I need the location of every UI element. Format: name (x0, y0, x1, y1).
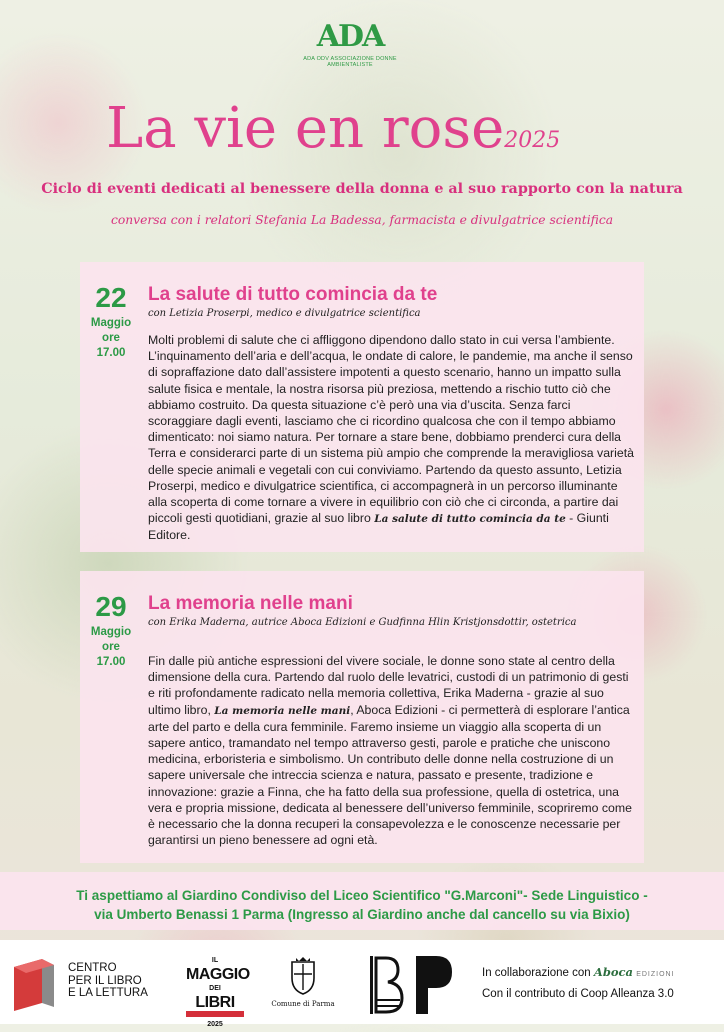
biblioteche-logo-icon (356, 954, 416, 1016)
collab-prefix: In collaborazione con (482, 967, 591, 979)
event-description (148, 653, 634, 848)
event-day: 29 (95, 591, 127, 622)
event-card (80, 262, 644, 552)
event-time: 17.00 (96, 656, 126, 668)
event-text-end: , Aboca Edizioni - ci permetterà di esplorare l’antica arte del parto e della cura femminile. Faremo insieme un viaggio alla scoperta di un sapere antico, tramandato nel tempo attraverso gesti, parole e pratiche che uniscono medicina, erboristeria e simbolismo. Un contributo delle donne nella costruzione di un sapere universale che intreccia scienza e natura, passato e presente, tradizione e innovazione: grazie a Finna, che ha fatto della sua professione, quella di ostetrica, una vera e propria missione, dedicata al benessere dell’universo femminile, scopriremo come è necessario che la donna recuperi la consapevolezza e le conoscenze necessarie per garantirsi un pieno benessere ad ogni età. (148, 702, 632, 848)
maggio-red-bar (186, 1011, 244, 1017)
event-card (80, 571, 644, 863)
maggio-year: 2025 (207, 1021, 223, 1028)
ada-logo-mark: ADA (316, 19, 384, 54)
aboca-edizioni: EDIZIONI (636, 971, 675, 978)
cepell-line-2: PER IL LIBRO (68, 974, 142, 987)
event-title: La salute di tutto comincia da te (148, 284, 438, 305)
event-guest: con Letizia Proserpi, medico e divulgatrice scientifica (148, 308, 421, 319)
sponsor-footer (0, 940, 724, 1028)
cepell-logo-icon (12, 957, 56, 1011)
maggio-word-1: MAGGIO (186, 966, 250, 983)
maggio-dei-libri-logo (186, 954, 250, 1028)
venue-line-1: Ti aspettiamo al Giardino Condiviso del Liceo Scientifico "G.Marconi"- Sede Linguistico - (76, 888, 648, 903)
ada-logo-caption: ADA ODV ASSOCIAZIONE DONNE AMBIENTALISTE (303, 56, 397, 68)
event-datetime (88, 625, 134, 670)
venue-text (0, 886, 724, 924)
ada-logo (290, 18, 410, 74)
event-day: 22 (95, 282, 127, 313)
event-month: Maggio (90, 317, 132, 329)
book-title: La memoria nelle mani (214, 704, 351, 717)
maggio-dei: DEI (209, 985, 221, 992)
cepell-line-1: CENTRO (68, 962, 117, 974)
p-logo-icon (414, 954, 454, 1016)
parma-crest-icon (288, 956, 318, 996)
maggio-il: IL (211, 957, 219, 964)
book-title: La salute di tutto comincia da te (374, 513, 566, 526)
title-year: 2025 (504, 128, 561, 153)
aboca-logo: Aboca (593, 965, 633, 979)
event-text-end: - Giunti Editore. (148, 511, 609, 543)
parma-label: Comune di Parma (271, 1000, 335, 1008)
event-ore: ore (102, 332, 120, 344)
event-time: 17.00 (96, 347, 126, 359)
cepell-line-3: E LA LETTURA (68, 987, 148, 999)
event-text: Molti problemi di salute che ci affliggono dipendono dallo stato in cui versa l’ambiente. L’inquinamento dell’aria e dell’acqua, le ondate di calore, le pandemie, ma anche il senso di sopraffazione dato dall’assistere impotenti a questo scenario, hanno un impatto sulla salute fisica e mentale, la nostra risorsa più preziosa, mettendo a rischio tutto ciò che abbiamo costruito. Da questa situazione c’è però una via d’uscita. Senza farci scoraggiare dagli eventi, lasciamo che ci ricordino qualcosa che con il tempo abbiamo dimenticato: noi siamo natura. Per tornare a stare bene, dobbiamo prenderci cura della Terra e considerarci parte di un sistema più ampio che comprende la meravigliosa varietà delle specie animali e vegetali con cui conviviamo. Partendo da questo assunto, Letizia Proserpi, medico e divulgatrice scientifica, ci accompagnerà in un percorso illuminante alla scoperta di come tornare a vivere in equilibrio con ciò che ci circonda, a partire dai piccoli gesti quotidiani, grazie al suo libro (148, 333, 634, 526)
event-description (148, 332, 634, 544)
collaboration-line (482, 964, 675, 983)
event-ore: ore (102, 641, 120, 653)
venue-banner (0, 872, 724, 930)
event-month: Maggio (90, 626, 132, 638)
venue-line-2: via Umberto Benassi 1 Parma (Ingresso al Giardino anche dal cancello su via Bixio) (94, 907, 630, 922)
event-text: Fin dalle più antiche espressioni del vivere sociale, le donne sono state al centro della dimensione della cura. Partendo dal ruolo delle levatrici, custodi di un patrimonio di gesti e riti profondamente radicato nella memoria collettiva, Erika Maderna - grazie al suo ultimo libro, (148, 654, 629, 717)
page-title (106, 96, 560, 161)
event-guest: con Erika Maderna, autrice Aboca Edizioni e Gudfinna Hlin Kristjonsdottir, ostetrica (148, 617, 577, 628)
page-subtitle: Ciclo di eventi dedicati al benessere della donna e al suo rapporto con la natura (41, 181, 683, 197)
title-text: La vie en rose (106, 96, 505, 161)
cepell-logo-text (68, 962, 148, 1000)
speakers-line: conversa con i relatori Stefania La Badessa, farmacista e divulgatrice scientifica (110, 213, 614, 227)
contribution-line: Con il contributo di Coop Alleanza 3.0 (482, 988, 674, 1000)
event-datetime (88, 316, 134, 361)
maggio-word-2: LIBRI (195, 994, 235, 1011)
event-title: La memoria nelle mani (148, 593, 353, 614)
